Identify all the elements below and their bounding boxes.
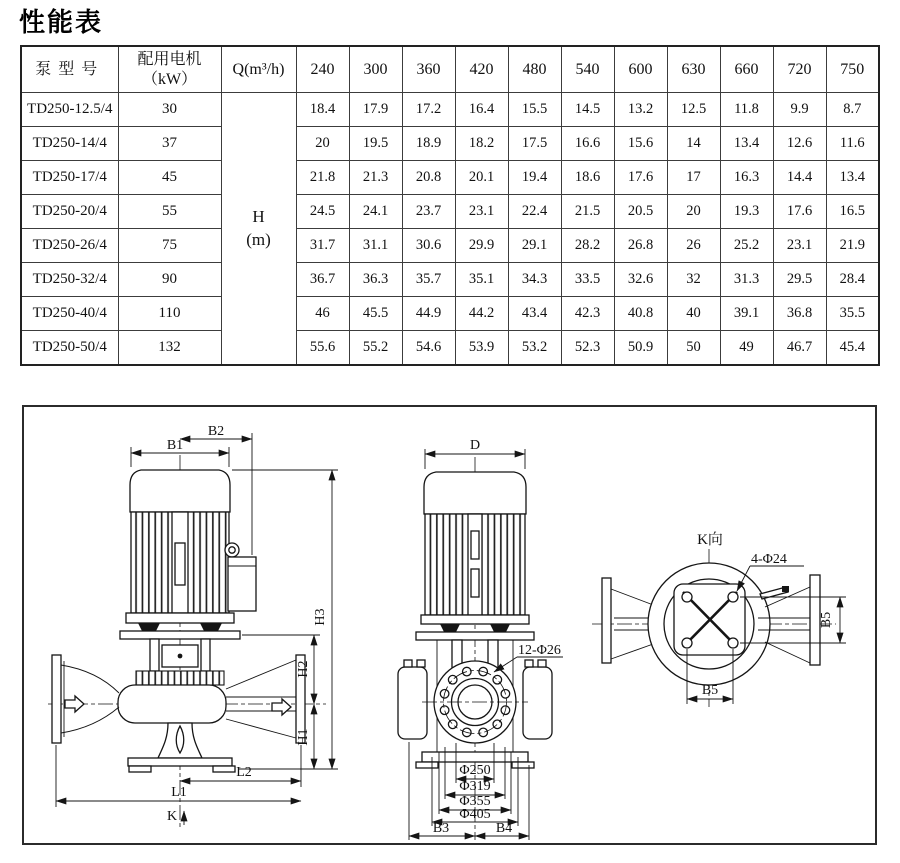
col-header-flow-540: 540 xyxy=(561,46,614,93)
head-value-cell: 21.3 xyxy=(349,161,402,195)
head-value-cell: 19.4 xyxy=(508,161,561,195)
pump-model-cell: TD250-17/4 xyxy=(21,161,118,195)
lifting-eye xyxy=(225,543,239,557)
head-value-cell: 18.9 xyxy=(402,127,455,161)
head-value-cell: 14.5 xyxy=(561,93,614,127)
head-value-cell: 29.9 xyxy=(455,229,508,263)
view-arrow-label-k: K xyxy=(166,809,178,824)
head-value-cell: 17.6 xyxy=(773,195,826,229)
head-value-cell: 33.5 xyxy=(561,263,614,297)
dim-label-dia319: Φ319 xyxy=(459,779,491,794)
motor-cap xyxy=(130,470,230,512)
head-value-cell: 43.4 xyxy=(508,297,561,331)
motor-header-line2: （kW） xyxy=(141,70,198,88)
head-value-cell: 23.1 xyxy=(455,195,508,229)
dim-label-d: D xyxy=(469,438,481,453)
col-header-flow-300: 300 xyxy=(349,46,402,93)
k-direction-view xyxy=(592,531,846,707)
dim-label-dia250: Φ250 xyxy=(459,763,491,778)
table-row xyxy=(21,93,879,127)
head-unit-cell xyxy=(221,93,296,366)
col-header-flow-240: 240 xyxy=(296,46,349,93)
col-header-motor-power xyxy=(118,46,221,93)
dim-label-h1: H1 xyxy=(296,728,311,746)
head-value-cell: 21.5 xyxy=(561,195,614,229)
head-value-cell: 44.9 xyxy=(402,297,455,331)
head-value-cell: 46 xyxy=(296,297,349,331)
head-value-cell: 55.6 xyxy=(296,331,349,366)
head-value-cell: 35.5 xyxy=(826,297,879,331)
suction-flange xyxy=(52,655,61,743)
dim-label-b5-horizontal: B5 xyxy=(701,683,719,698)
dim-label-h2: H2 xyxy=(296,660,311,678)
head-value-cell: 25.2 xyxy=(720,229,773,263)
head-value-cell: 32 xyxy=(667,263,720,297)
motor-power-cell: 30 xyxy=(118,93,221,127)
volute-casing xyxy=(118,685,226,723)
dim-label-h3: H3 xyxy=(313,608,328,626)
head-value-cell: 12.6 xyxy=(773,127,826,161)
motor-power-cell: 55 xyxy=(118,195,221,229)
dim-label-b2: B2 xyxy=(207,424,225,439)
col-header-flow-720: 720 xyxy=(773,46,826,93)
performance-table xyxy=(20,45,880,366)
pump-model-cell: TD250-12.5/4 xyxy=(21,93,118,127)
head-value-cell: 20.1 xyxy=(455,161,508,195)
head-value-cell: 50 xyxy=(667,331,720,366)
flow-in-arrow xyxy=(65,696,84,712)
head-value-cell: 45.5 xyxy=(349,297,402,331)
motor-power-cell: 75 xyxy=(118,229,221,263)
head-value-cell: 11.8 xyxy=(720,93,773,127)
head-value-cell: 16.6 xyxy=(561,127,614,161)
head-unit-line1: H xyxy=(252,206,265,226)
head-value-cell: 54.6 xyxy=(402,331,455,366)
head-value-cell: 29.5 xyxy=(773,263,826,297)
page-title: 性能表 xyxy=(19,7,104,37)
head-value-cell: 17.6 xyxy=(614,161,667,195)
motor-power-cell: 132 xyxy=(118,331,221,366)
col-header-flow-630: 630 xyxy=(667,46,720,93)
head-value-cell: 19.5 xyxy=(349,127,402,161)
head-value-cell: 23.1 xyxy=(773,229,826,263)
col-header-flow-750: 750 xyxy=(826,46,879,93)
pump-model-cell: TD250-20/4 xyxy=(21,195,118,229)
dim-label-dia405: Φ405 xyxy=(459,807,491,822)
head-value-cell: 20.8 xyxy=(402,161,455,195)
motor-power-cell: 37 xyxy=(118,127,221,161)
table-row xyxy=(21,161,879,195)
head-value-cell: 28.4 xyxy=(826,263,879,297)
casing-pod-right xyxy=(523,667,552,739)
dim-label-bolt-12: 12-Φ26 xyxy=(518,643,561,658)
head-value-cell: 22.4 xyxy=(508,195,561,229)
head-value-cell: 40.8 xyxy=(614,297,667,331)
head-value-cell: 14.4 xyxy=(773,161,826,195)
table-row xyxy=(21,195,879,229)
head-value-cell: 30.6 xyxy=(402,229,455,263)
k-left-flange xyxy=(602,578,611,663)
pump-model-cell: TD250-14/4 xyxy=(21,127,118,161)
terminal-box xyxy=(228,557,256,611)
head-value-cell: 44.2 xyxy=(455,297,508,331)
head-value-cell: 14 xyxy=(667,127,720,161)
head-value-cell: 20.5 xyxy=(614,195,667,229)
head-value-cell: 17 xyxy=(667,161,720,195)
head-value-cell: 28.2 xyxy=(561,229,614,263)
head-value-cell: 24.5 xyxy=(296,195,349,229)
head-value-cell: 35.1 xyxy=(455,263,508,297)
pump-model-cell: TD250-40/4 xyxy=(21,297,118,331)
head-value-cell: 45.4 xyxy=(826,331,879,366)
pump-model-cell: TD250-50/4 xyxy=(21,331,118,366)
head-value-cell: 9.9 xyxy=(773,93,826,127)
head-value-cell: 26 xyxy=(667,229,720,263)
head-value-cell: 29.1 xyxy=(508,229,561,263)
head-value-cell: 11.6 xyxy=(826,127,879,161)
motor-power-cell: 110 xyxy=(118,297,221,331)
pump-model-cell: TD250-32/4 xyxy=(21,263,118,297)
k-view-title: K向 xyxy=(697,532,723,548)
table-header-row xyxy=(21,46,879,93)
head-value-cell: 31.1 xyxy=(349,229,402,263)
head-value-cell: 21.9 xyxy=(826,229,879,263)
head-value-cell: 16.4 xyxy=(455,93,508,127)
dim-label-b1: B1 xyxy=(166,438,184,453)
dim-label-bolt-4: 4-Φ24 xyxy=(751,552,787,567)
pump-inlet-flange-band xyxy=(136,671,224,685)
head-value-cell: 53.2 xyxy=(508,331,561,366)
dim-label-dia355: Φ355 xyxy=(459,794,491,809)
col-header-flow-480: 480 xyxy=(508,46,561,93)
head-value-cell: 50.9 xyxy=(614,331,667,366)
dim-label-l1: L1 xyxy=(171,785,187,800)
dim-label-b3: B3 xyxy=(432,821,450,836)
table-row xyxy=(21,263,879,297)
head-value-cell: 17.5 xyxy=(508,127,561,161)
col-header-flow-600: 600 xyxy=(614,46,667,93)
pump-dimension-drawing xyxy=(24,407,875,843)
head-value-cell: 36.7 xyxy=(296,263,349,297)
head-value-cell: 13.4 xyxy=(826,161,879,195)
table-row xyxy=(21,297,879,331)
flow-out-arrow xyxy=(272,699,291,715)
head-value-cell: 17.9 xyxy=(349,93,402,127)
col-header-flow-660: 660 xyxy=(720,46,773,93)
head-value-cell: 16.3 xyxy=(720,161,773,195)
dim-label-b5-vertical: B5 xyxy=(819,611,834,629)
head-value-cell: 13.4 xyxy=(720,127,773,161)
side-view xyxy=(48,424,338,827)
head-value-cell: 18.6 xyxy=(561,161,614,195)
head-value-cell: 40 xyxy=(667,297,720,331)
head-value-cell: 20 xyxy=(296,127,349,161)
head-value-cell: 31.7 xyxy=(296,229,349,263)
head-value-cell: 39.1 xyxy=(720,297,773,331)
head-value-cell: 17.2 xyxy=(402,93,455,127)
head-value-cell: 21.8 xyxy=(296,161,349,195)
head-value-cell: 55.2 xyxy=(349,331,402,366)
head-value-cell: 19.3 xyxy=(720,195,773,229)
head-unit-line2: (m) xyxy=(246,229,271,249)
front-view xyxy=(398,438,563,840)
base-plate xyxy=(128,758,232,766)
dim-label-b4: B4 xyxy=(495,821,513,836)
table-row xyxy=(21,229,879,263)
head-value-cell: 36.8 xyxy=(773,297,826,331)
casing-pod-left xyxy=(398,667,427,739)
motor-stool-plate xyxy=(120,631,240,639)
pump-model-cell: TD250-26/4 xyxy=(21,229,118,263)
head-value-cell: 24.1 xyxy=(349,195,402,229)
head-value-cell: 35.7 xyxy=(402,263,455,297)
head-value-cell: 34.3 xyxy=(508,263,561,297)
motor-power-cell: 45 xyxy=(118,161,221,195)
head-value-cell: 18.2 xyxy=(455,127,508,161)
head-value-cell: 46.7 xyxy=(773,331,826,366)
table-row xyxy=(21,331,879,366)
head-value-cell: 12.5 xyxy=(667,93,720,127)
col-header-pump-model: 泵型号 xyxy=(21,46,118,93)
head-value-cell: 18.4 xyxy=(296,93,349,127)
head-value-cell: 23.7 xyxy=(402,195,455,229)
head-value-cell: 13.2 xyxy=(614,93,667,127)
head-value-cell: 8.7 xyxy=(826,93,879,127)
head-value-cell: 26.8 xyxy=(614,229,667,263)
head-value-cell: 52.3 xyxy=(561,331,614,366)
head-value-cell: 32.6 xyxy=(614,263,667,297)
col-header-flow-360: 360 xyxy=(402,46,455,93)
head-value-cell: 15.6 xyxy=(614,127,667,161)
head-value-cell: 49 xyxy=(720,331,773,366)
table-row xyxy=(21,127,879,161)
motor-power-cell: 90 xyxy=(118,263,221,297)
head-value-cell: 31.3 xyxy=(720,263,773,297)
head-value-cell: 20 xyxy=(667,195,720,229)
head-value-cell: 36.3 xyxy=(349,263,402,297)
dimension-drawing-panel xyxy=(22,405,877,845)
head-value-cell: 53.9 xyxy=(455,331,508,366)
motor-cap-front xyxy=(424,472,526,514)
head-value-cell: 42.3 xyxy=(561,297,614,331)
head-value-cell: 15.5 xyxy=(508,93,561,127)
head-value-cell: 16.5 xyxy=(826,195,879,229)
col-header-flow: Q(m³/h) xyxy=(221,46,296,93)
col-header-flow-420: 420 xyxy=(455,46,508,93)
dim-label-l2: L2 xyxy=(236,765,252,780)
motor-header-line1: 配用电机 xyxy=(137,50,202,68)
